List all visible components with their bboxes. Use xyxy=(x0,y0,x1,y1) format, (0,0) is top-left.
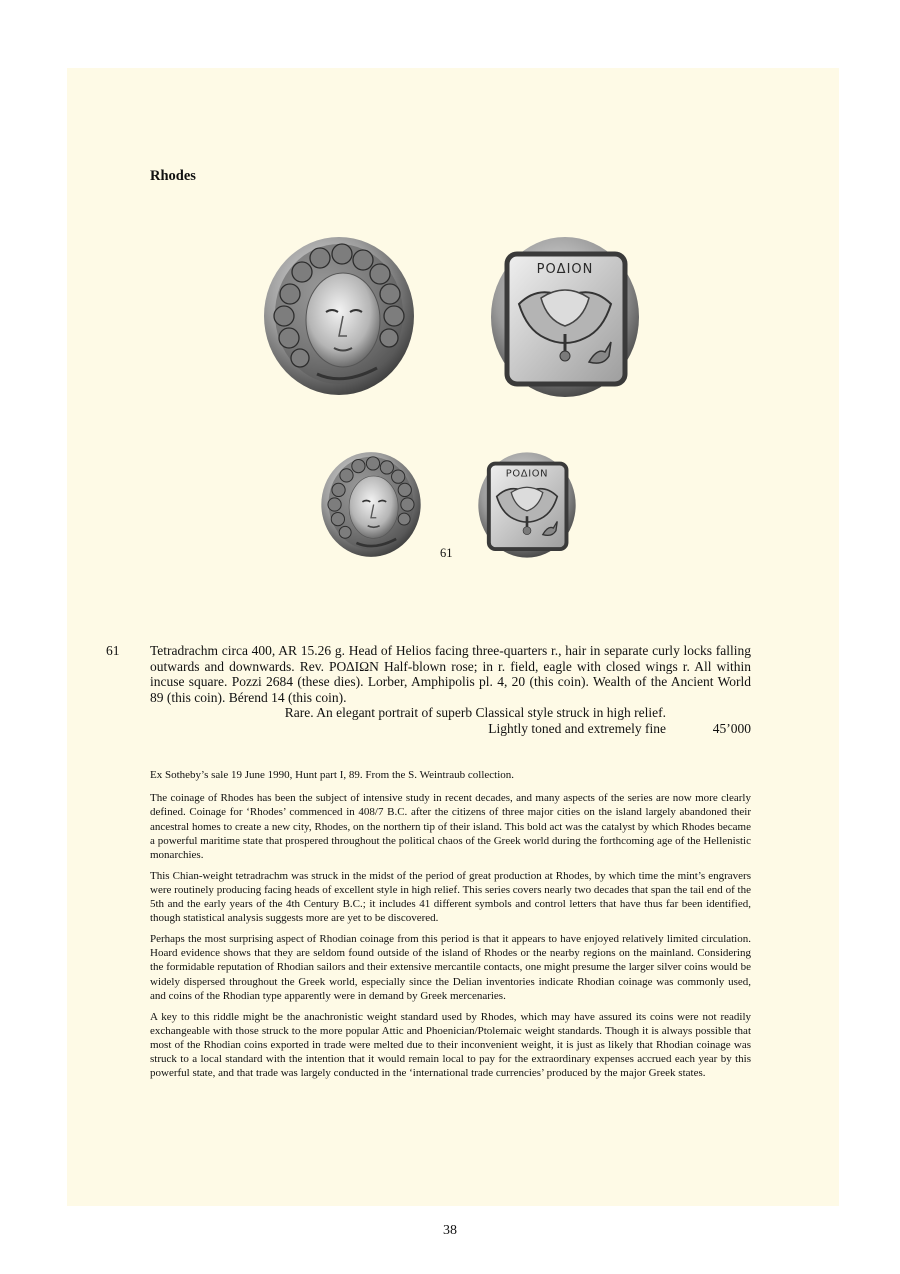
note-paragraph: The coinage of Rhodes has been the subject of intensive study in recent decades, and many aspects of the series are now more clearly defined. Coinage for ‘Rhodes’ commenced in 408/7 B.C. after the citizens of three major cities on the island largely abandoned their ancestral homes to create a new city, Rhodes, on the northern tip of their island. This bold act was the catalyst by which Rhodes became a powerful maritime state that prospered throughout the political chaos of the Greek world during the forthcoming age of the Hellenistic monarchies. xyxy=(150,792,751,862)
lot-notes xyxy=(150,768,751,1087)
section-title: Rhodes xyxy=(150,168,196,184)
note-paragraph: This Chian-weight tetradrachm was struck in the midst of the period of great production at Rhodes, by which time the mint’s engravers were routinely producing facing heads of excellent style in high relief. This series covers nearly two decades that span the tail end of the 5th and the early years of the 4th Century B.C.; it includes 41 different symbols and control letters that have thus far been identified, though statistical analysis suggests more are yet to be discovered. xyxy=(150,869,751,925)
lot-condition: Lightly toned and extremely fine xyxy=(488,721,666,736)
page-number: 38 xyxy=(443,1223,457,1238)
svg-text:ΡΟΔΙΟΝ: ΡΟΔΙΟΝ xyxy=(505,468,549,480)
note-paragraph: A key to this riddle might be the anachronistic weight standard used by Rhodes, which may have assured its coins were not readily exchangeable with those struck to the more popular Attic and Phoenician/Ptolemaic weight standards. Though it is always possible that most of the Rhodian coins exported in trade were melted due to their inconvenient weight, it is just as likely that Rhodian coinage was struck to a local standard with the intention that it would remain local to pay for the extraordinary expenses accrued each year by this powerful state, and that trade was largely conducted in the ‘international trade currencies’ produced by the major Greek states. xyxy=(150,1010,751,1080)
coin-reverse-small xyxy=(477,450,577,560)
coin-obverse-small xyxy=(320,450,422,559)
lot-description: Tetradrachm circa 400, AR 15.26 g. Head of Helios facing three-quarters r., hair in separate curly locks falling outwards and downwards. Rev. ΡΟΔΙΩΝ Half-blown rose; in r. field, eagle with closed wings r. All within incuse square. Pozzi 2684 (these dies). Lorber, Amphipolis pl. 4, 20 (this coin). Wealth of the Ancient World 89 (this coin). Bérend 14 (this coin). xyxy=(150,643,751,705)
lot-number: 61 xyxy=(106,643,120,658)
svg-text:ΡΟΔΙΟΝ: ΡΟΔΙΟΝ xyxy=(536,262,594,277)
coin-reverse-large xyxy=(489,234,641,400)
provenance-note: Ex Sotheby’s sale 19 June 1990, Hunt part I, 89. From the S. Weintraub collection. xyxy=(150,769,514,781)
lot-estimate-price: 45’000 xyxy=(712,721,751,736)
coin-obverse-large xyxy=(262,234,416,398)
lot-rarity: Rare. An elegant portrait of superb Classical style struck in high relief. xyxy=(284,705,666,720)
plate-number: 61 xyxy=(440,546,453,560)
note-paragraph: Perhaps the most surprising aspect of Rhodian coinage from this period is that it appears to have enjoyed relatively limited circulation. Hoard evidence shows that they are seldom found outside of the island of Rhodes or the nearby regions on the mainland. Considering the formidable reputation of Rhodian sailors and their extensive mercantile contacts, one might presume the larger silver coins would be widely dispersed throughout the Greek world, especially since the Delian inventories indicate Rhodian coinage was commonly used, and coins of the Rhodian type apparently were in demand by Greek mercenaries. xyxy=(150,933,751,1002)
